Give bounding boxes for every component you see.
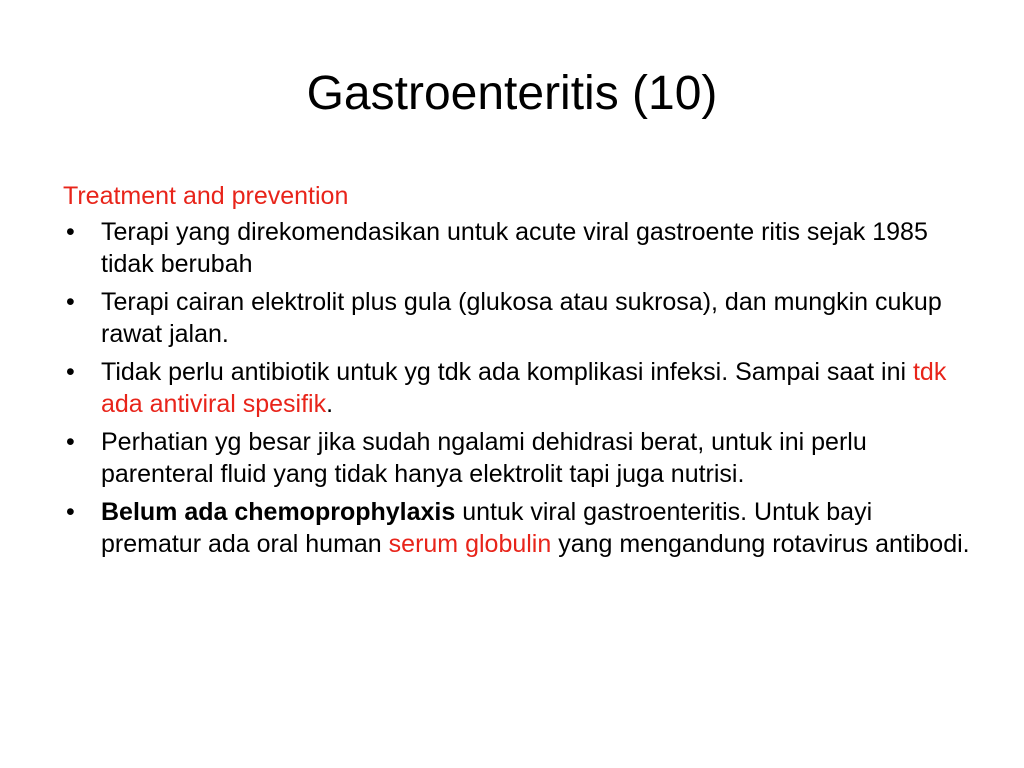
bullet-text: Terapi yang direkomendasikan untuk acute viral gastroente ritis sejak 1985 tidak berubah — [101, 218, 928, 278]
bullet-item — [63, 356, 973, 420]
highlighted-text: tdk ada antiviral spesifik — [101, 358, 947, 418]
bullet-text-end: yang mengandung rotavirus antibodi. — [551, 530, 970, 558]
bullet-text: Tidak perlu antibiotik untuk yg tdk ada komplikasi infeksi. Sampai saat ini — [101, 358, 913, 386]
bullet-icon: • — [66, 218, 75, 246]
bullet-icon: • — [66, 428, 75, 456]
slide-title: Gastroenteritis (10) — [306, 67, 718, 120]
section-subheading: Treatment and prevention — [63, 182, 349, 210]
bullet-item — [63, 496, 973, 560]
bullet-icon: • — [66, 498, 75, 526]
bullet-text: Perhatian yg besar jika sudah ngalami dehidrasi berat, untuk ini perlu parenteral fluid yang tidak hanya elektrolit tapi juga nutrisi. — [101, 428, 867, 488]
slide-content — [63, 180, 973, 566]
bullet-text-end: . — [326, 390, 334, 418]
bullet-list — [63, 216, 973, 560]
bullet-icon: • — [66, 288, 75, 316]
bullet-icon: • — [66, 358, 75, 386]
bullet-text: untuk viral gastroenteritis. Untuk bayi prematur ada oral human — [101, 498, 873, 558]
bullet-item — [63, 216, 973, 280]
bold-text: Belum ada chemoprophylaxis — [101, 498, 456, 526]
bullet-item — [63, 426, 973, 490]
bullet-item — [63, 286, 973, 350]
highlighted-text: serum globulin — [388, 530, 552, 558]
bullet-text: Terapi cairan elektrolit plus gula (glukosa atau sukrosa), dan mungkin cukup rawat jalan. — [101, 288, 942, 348]
